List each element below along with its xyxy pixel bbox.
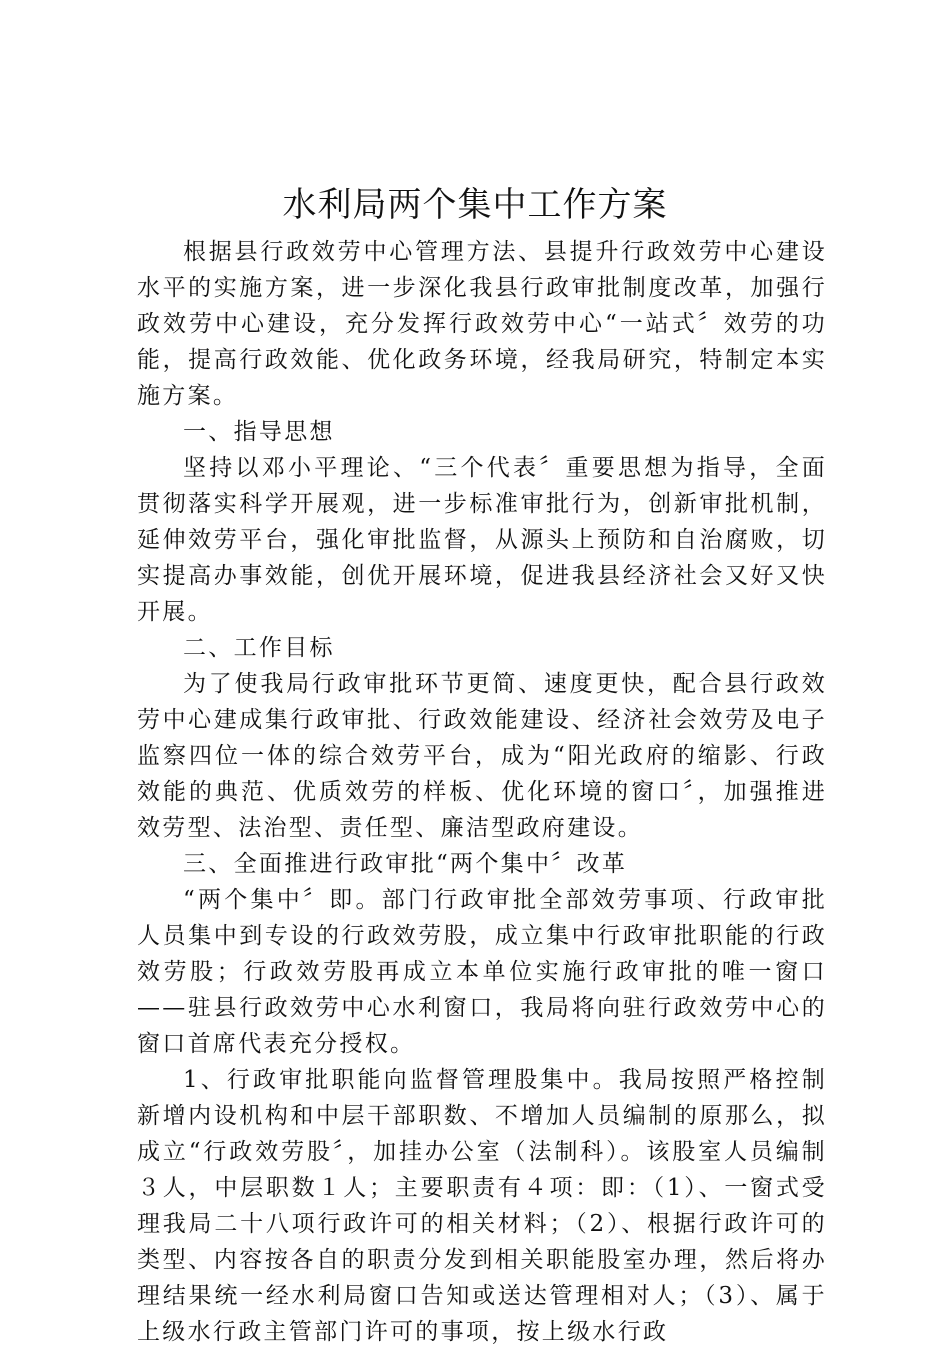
section-heading-work-goals: 二、工作目标 [183, 635, 335, 661]
guiding-ideology-paragraph: 坚持以邓小平理论、“三个代表〞重要思想为指导，全面贯彻落实科学开展观，进一步标准审批行为，创新审批机制，延伸效劳平台，强化审批监督，从源头上预防和自治腐败，切实提高办事效能，创优开展环境，促进我县经济社会又好又快开展。 [137, 455, 827, 625]
item-1-paragraph: 1、行政审批职能向监督管理股集中。我局按照严格控制新增内设机构和中层干部职数、不增加人员编制的原那么，拟成立“行政效劳股〞，加挂办公室（法制科）。该股室人员编制３人，中层职数１人；主要职责有４项：即：（1）、一窗式受理我局二十八项行政许可的相关材料；（2）、根据行政许可的类型、内容按各自的职责分发到相关职能股室办理，然后将办理结果统一经水利局窗口告知或送达管理相对人；（3）、属于上级水行政主管部门许可的事项，按上级水行政 [137, 1067, 827, 1345]
document-body [137, 234, 827, 1350]
two-concentrations-paragraph: “两个集中〞即。部门行政审批全部效劳事项、行政审批人员集中到专设的行政效劳股，成立集中行政审批职能的行政效劳股；行政效劳股再成立本单位实施行政审批的唯一窗口——驻县行政效劳中心水利窗口，我局将向驻行政效劳中心的窗口首席代表充分授权。 [137, 887, 827, 1057]
section-heading-guiding-ideology: 一、指导思想 [183, 419, 335, 445]
document-title: 水利局两个集中工作方案 [282, 185, 668, 225]
work-goals-paragraph: 为了使我局行政审批环节更简、速度更快，配合县行政效劳中心建成集行政审批、行政效能建设、经济社会效劳及电子监察四位一体的综合效劳平台，成为“阳光政府的缩影、行政效能的典范、优质效劳的样板、优化环境的窗口〞，加强推进效劳型、法治型、责任型、廉洁型政府建设。 [137, 671, 827, 841]
intro-paragraph: 根据县行政效劳中心管理方法、县提升行政效劳中心建设水平的实施方案，进一步深化我县行政审批制度改革，加强行政效劳中心建设，充分发挥行政效劳中心“一站式〞效劳的功能，提高行政效能、优化政务环境，经我局研究，特制定本实施方案。 [137, 239, 827, 409]
section-heading-reform: 三、全面推进行政审批“两个集中〞改革 [183, 851, 628, 877]
